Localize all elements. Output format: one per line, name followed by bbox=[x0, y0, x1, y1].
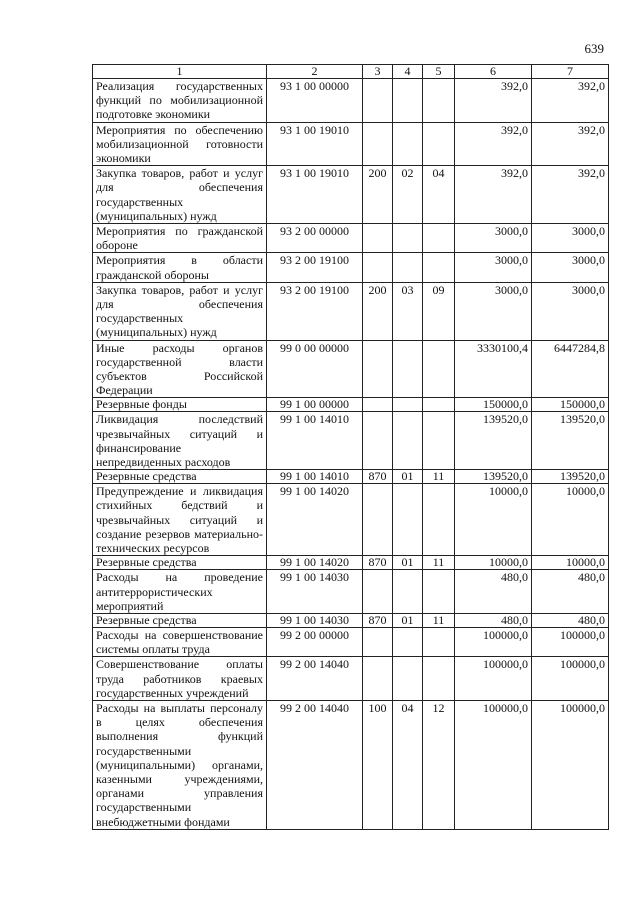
column-header: 1 bbox=[93, 65, 267, 79]
row-code: 99 1 00 14030 bbox=[267, 613, 363, 627]
row-col4 bbox=[393, 122, 423, 166]
row-value-col7: 150000,0 bbox=[532, 398, 609, 412]
row-name: Резервные средства bbox=[93, 613, 267, 627]
row-value-col6: 100000,0 bbox=[455, 657, 532, 701]
row-col3 bbox=[363, 253, 393, 282]
row-col5 bbox=[423, 570, 455, 614]
row-col3 bbox=[363, 627, 393, 656]
column-header: 5 bbox=[423, 65, 455, 79]
row-name: Предупреждение и ликвидация стихийных бедствий и чрезвычайных ситуаций и создание резервов материально-технических ресурсов bbox=[93, 484, 267, 556]
row-name: Расходы на выплаты персоналу в целях обеспечения выполнения функций государственными (муниципальными) органами, казенными учреждениями, органами управления государственными внебюджетными фондами bbox=[93, 700, 267, 829]
row-col3 bbox=[363, 484, 393, 556]
row-col5: 04 bbox=[423, 166, 455, 224]
row-value-col7: 392,0 bbox=[532, 79, 609, 123]
row-name: Расходы на проведение антитеррористических мероприятий bbox=[93, 570, 267, 614]
table-body bbox=[93, 79, 609, 830]
row-col4: 01 bbox=[393, 556, 423, 570]
table-row bbox=[93, 627, 609, 656]
row-name: Расходы на совершенствование системы оплаты труда bbox=[93, 627, 267, 656]
row-value-col6: 150000,0 bbox=[455, 398, 532, 412]
row-col3 bbox=[363, 398, 393, 412]
row-col3 bbox=[363, 340, 393, 398]
row-value-col6: 480,0 bbox=[455, 613, 532, 627]
row-col5 bbox=[423, 398, 455, 412]
table-row bbox=[93, 700, 609, 829]
row-code: 93 2 00 19100 bbox=[267, 253, 363, 282]
row-col4 bbox=[393, 484, 423, 556]
row-value-col7: 3000,0 bbox=[532, 224, 609, 253]
row-col4 bbox=[393, 79, 423, 123]
table-row bbox=[93, 556, 609, 570]
row-value-col7: 139520,0 bbox=[532, 470, 609, 484]
row-col5 bbox=[423, 484, 455, 556]
row-name: Совершенствование оплаты труда работников краевых государственных учреждений bbox=[93, 657, 267, 701]
table-row bbox=[93, 122, 609, 166]
row-col5 bbox=[423, 657, 455, 701]
header-row bbox=[93, 65, 609, 79]
budget-table bbox=[92, 64, 609, 830]
row-value-col7: 10000,0 bbox=[532, 484, 609, 556]
row-col4 bbox=[393, 412, 423, 470]
row-name: Закупка товаров, работ и услуг для обеспечения государственных (муниципальных) нужд bbox=[93, 282, 267, 340]
row-col4 bbox=[393, 340, 423, 398]
row-col3 bbox=[363, 122, 393, 166]
row-col3: 200 bbox=[363, 166, 393, 224]
row-col3 bbox=[363, 412, 393, 470]
row-value-col7: 392,0 bbox=[532, 166, 609, 224]
column-header: 6 bbox=[455, 65, 532, 79]
row-code: 93 1 00 19010 bbox=[267, 122, 363, 166]
table-row bbox=[93, 224, 609, 253]
column-header: 3 bbox=[363, 65, 393, 79]
row-value-col6: 3330100,4 bbox=[455, 340, 532, 398]
row-name: Ликвидация последствий чрезвычайных ситуаций и финансирование непредвиденных расходов bbox=[93, 412, 267, 470]
table-row bbox=[93, 613, 609, 627]
row-value-col7: 100000,0 bbox=[532, 627, 609, 656]
column-header: 2 bbox=[267, 65, 363, 79]
row-value-col7: 6447284,8 bbox=[532, 340, 609, 398]
table-header bbox=[93, 65, 609, 79]
table-row bbox=[93, 570, 609, 614]
row-value-col7: 100000,0 bbox=[532, 700, 609, 829]
row-col4: 04 bbox=[393, 700, 423, 829]
row-col5 bbox=[423, 627, 455, 656]
row-col4 bbox=[393, 398, 423, 412]
row-name: Мероприятия по гражданской обороне bbox=[93, 224, 267, 253]
row-col5 bbox=[423, 340, 455, 398]
row-name: Мероприятия в области гражданской обороны bbox=[93, 253, 267, 282]
row-col5: 09 bbox=[423, 282, 455, 340]
row-col3: 870 bbox=[363, 613, 393, 627]
row-code: 99 1 00 14010 bbox=[267, 470, 363, 484]
row-col4 bbox=[393, 657, 423, 701]
row-name: Резервные средства bbox=[93, 470, 267, 484]
table-row bbox=[93, 166, 609, 224]
row-value-col6: 392,0 bbox=[455, 166, 532, 224]
row-col3 bbox=[363, 79, 393, 123]
row-code: 93 1 00 00000 bbox=[267, 79, 363, 123]
column-header: 7 bbox=[532, 65, 609, 79]
row-value-col6: 139520,0 bbox=[455, 470, 532, 484]
row-col3: 100 bbox=[363, 700, 393, 829]
row-col3: 870 bbox=[363, 556, 393, 570]
row-col4: 01 bbox=[393, 470, 423, 484]
row-code: 99 0 00 00000 bbox=[267, 340, 363, 398]
row-col5: 11 bbox=[423, 556, 455, 570]
row-col5: 11 bbox=[423, 470, 455, 484]
row-value-col7: 100000,0 bbox=[532, 657, 609, 701]
row-code: 93 2 00 00000 bbox=[267, 224, 363, 253]
row-col5 bbox=[423, 79, 455, 123]
row-col5 bbox=[423, 253, 455, 282]
row-col5: 11 bbox=[423, 613, 455, 627]
table-row bbox=[93, 470, 609, 484]
row-code: 93 2 00 19100 bbox=[267, 282, 363, 340]
row-value-col7: 10000,0 bbox=[532, 556, 609, 570]
row-name: Мероприятия по обеспечению мобилизационной готовности экономики bbox=[93, 122, 267, 166]
page-number: 639 bbox=[584, 41, 604, 56]
row-value-col7: 3000,0 bbox=[532, 282, 609, 340]
row-code: 99 2 00 14040 bbox=[267, 700, 363, 829]
row-value-col7: 392,0 bbox=[532, 122, 609, 166]
table-row bbox=[93, 657, 609, 701]
row-col4: 03 bbox=[393, 282, 423, 340]
row-value-col6: 10000,0 bbox=[455, 556, 532, 570]
table-row bbox=[93, 398, 609, 412]
table-row bbox=[93, 412, 609, 470]
row-code: 93 1 00 19010 bbox=[267, 166, 363, 224]
table-row bbox=[93, 79, 609, 123]
row-value-col6: 100000,0 bbox=[455, 700, 532, 829]
row-col4: 02 bbox=[393, 166, 423, 224]
row-value-col7: 139520,0 bbox=[532, 412, 609, 470]
table-row bbox=[93, 340, 609, 398]
row-value-col6: 10000,0 bbox=[455, 484, 532, 556]
row-name: Иные расходы органов государственной власти субъектов Российской Федерации bbox=[93, 340, 267, 398]
row-col4 bbox=[393, 627, 423, 656]
row-code: 99 1 00 14020 bbox=[267, 484, 363, 556]
row-col4 bbox=[393, 570, 423, 614]
row-col3 bbox=[363, 570, 393, 614]
row-value-col6: 100000,0 bbox=[455, 627, 532, 656]
row-code: 99 2 00 14040 bbox=[267, 657, 363, 701]
row-name: Резервные средства bbox=[93, 556, 267, 570]
row-col3 bbox=[363, 657, 393, 701]
row-col5: 12 bbox=[423, 700, 455, 829]
row-value-col6: 3000,0 bbox=[455, 282, 532, 340]
row-code: 99 1 00 14020 bbox=[267, 556, 363, 570]
row-col4 bbox=[393, 253, 423, 282]
column-header: 4 bbox=[393, 65, 423, 79]
row-col3 bbox=[363, 224, 393, 253]
row-col4: 01 bbox=[393, 613, 423, 627]
row-col5 bbox=[423, 224, 455, 253]
row-code: 99 2 00 00000 bbox=[267, 627, 363, 656]
row-value-col7: 480,0 bbox=[532, 613, 609, 627]
row-col4 bbox=[393, 224, 423, 253]
row-value-col6: 392,0 bbox=[455, 122, 532, 166]
row-name: Резервные фонды bbox=[93, 398, 267, 412]
row-col3: 870 bbox=[363, 470, 393, 484]
row-col5 bbox=[423, 412, 455, 470]
row-value-col6: 480,0 bbox=[455, 570, 532, 614]
row-value-col7: 480,0 bbox=[532, 570, 609, 614]
row-name: Реализация государственных функций по мобилизационной подготовке экономики bbox=[93, 79, 267, 123]
row-value-col7: 3000,0 bbox=[532, 253, 609, 282]
table-row bbox=[93, 484, 609, 556]
row-col3: 200 bbox=[363, 282, 393, 340]
row-value-col6: 139520,0 bbox=[455, 412, 532, 470]
row-code: 99 1 00 14030 bbox=[267, 570, 363, 614]
row-value-col6: 3000,0 bbox=[455, 253, 532, 282]
table-row bbox=[93, 282, 609, 340]
row-value-col6: 3000,0 bbox=[455, 224, 532, 253]
table-row bbox=[93, 253, 609, 282]
row-name: Закупка товаров, работ и услуг для обеспечения государственных (муниципальных) нужд bbox=[93, 166, 267, 224]
row-code: 99 1 00 14010 bbox=[267, 412, 363, 470]
row-value-col6: 392,0 bbox=[455, 79, 532, 123]
row-col5 bbox=[423, 122, 455, 166]
row-code: 99 1 00 00000 bbox=[267, 398, 363, 412]
